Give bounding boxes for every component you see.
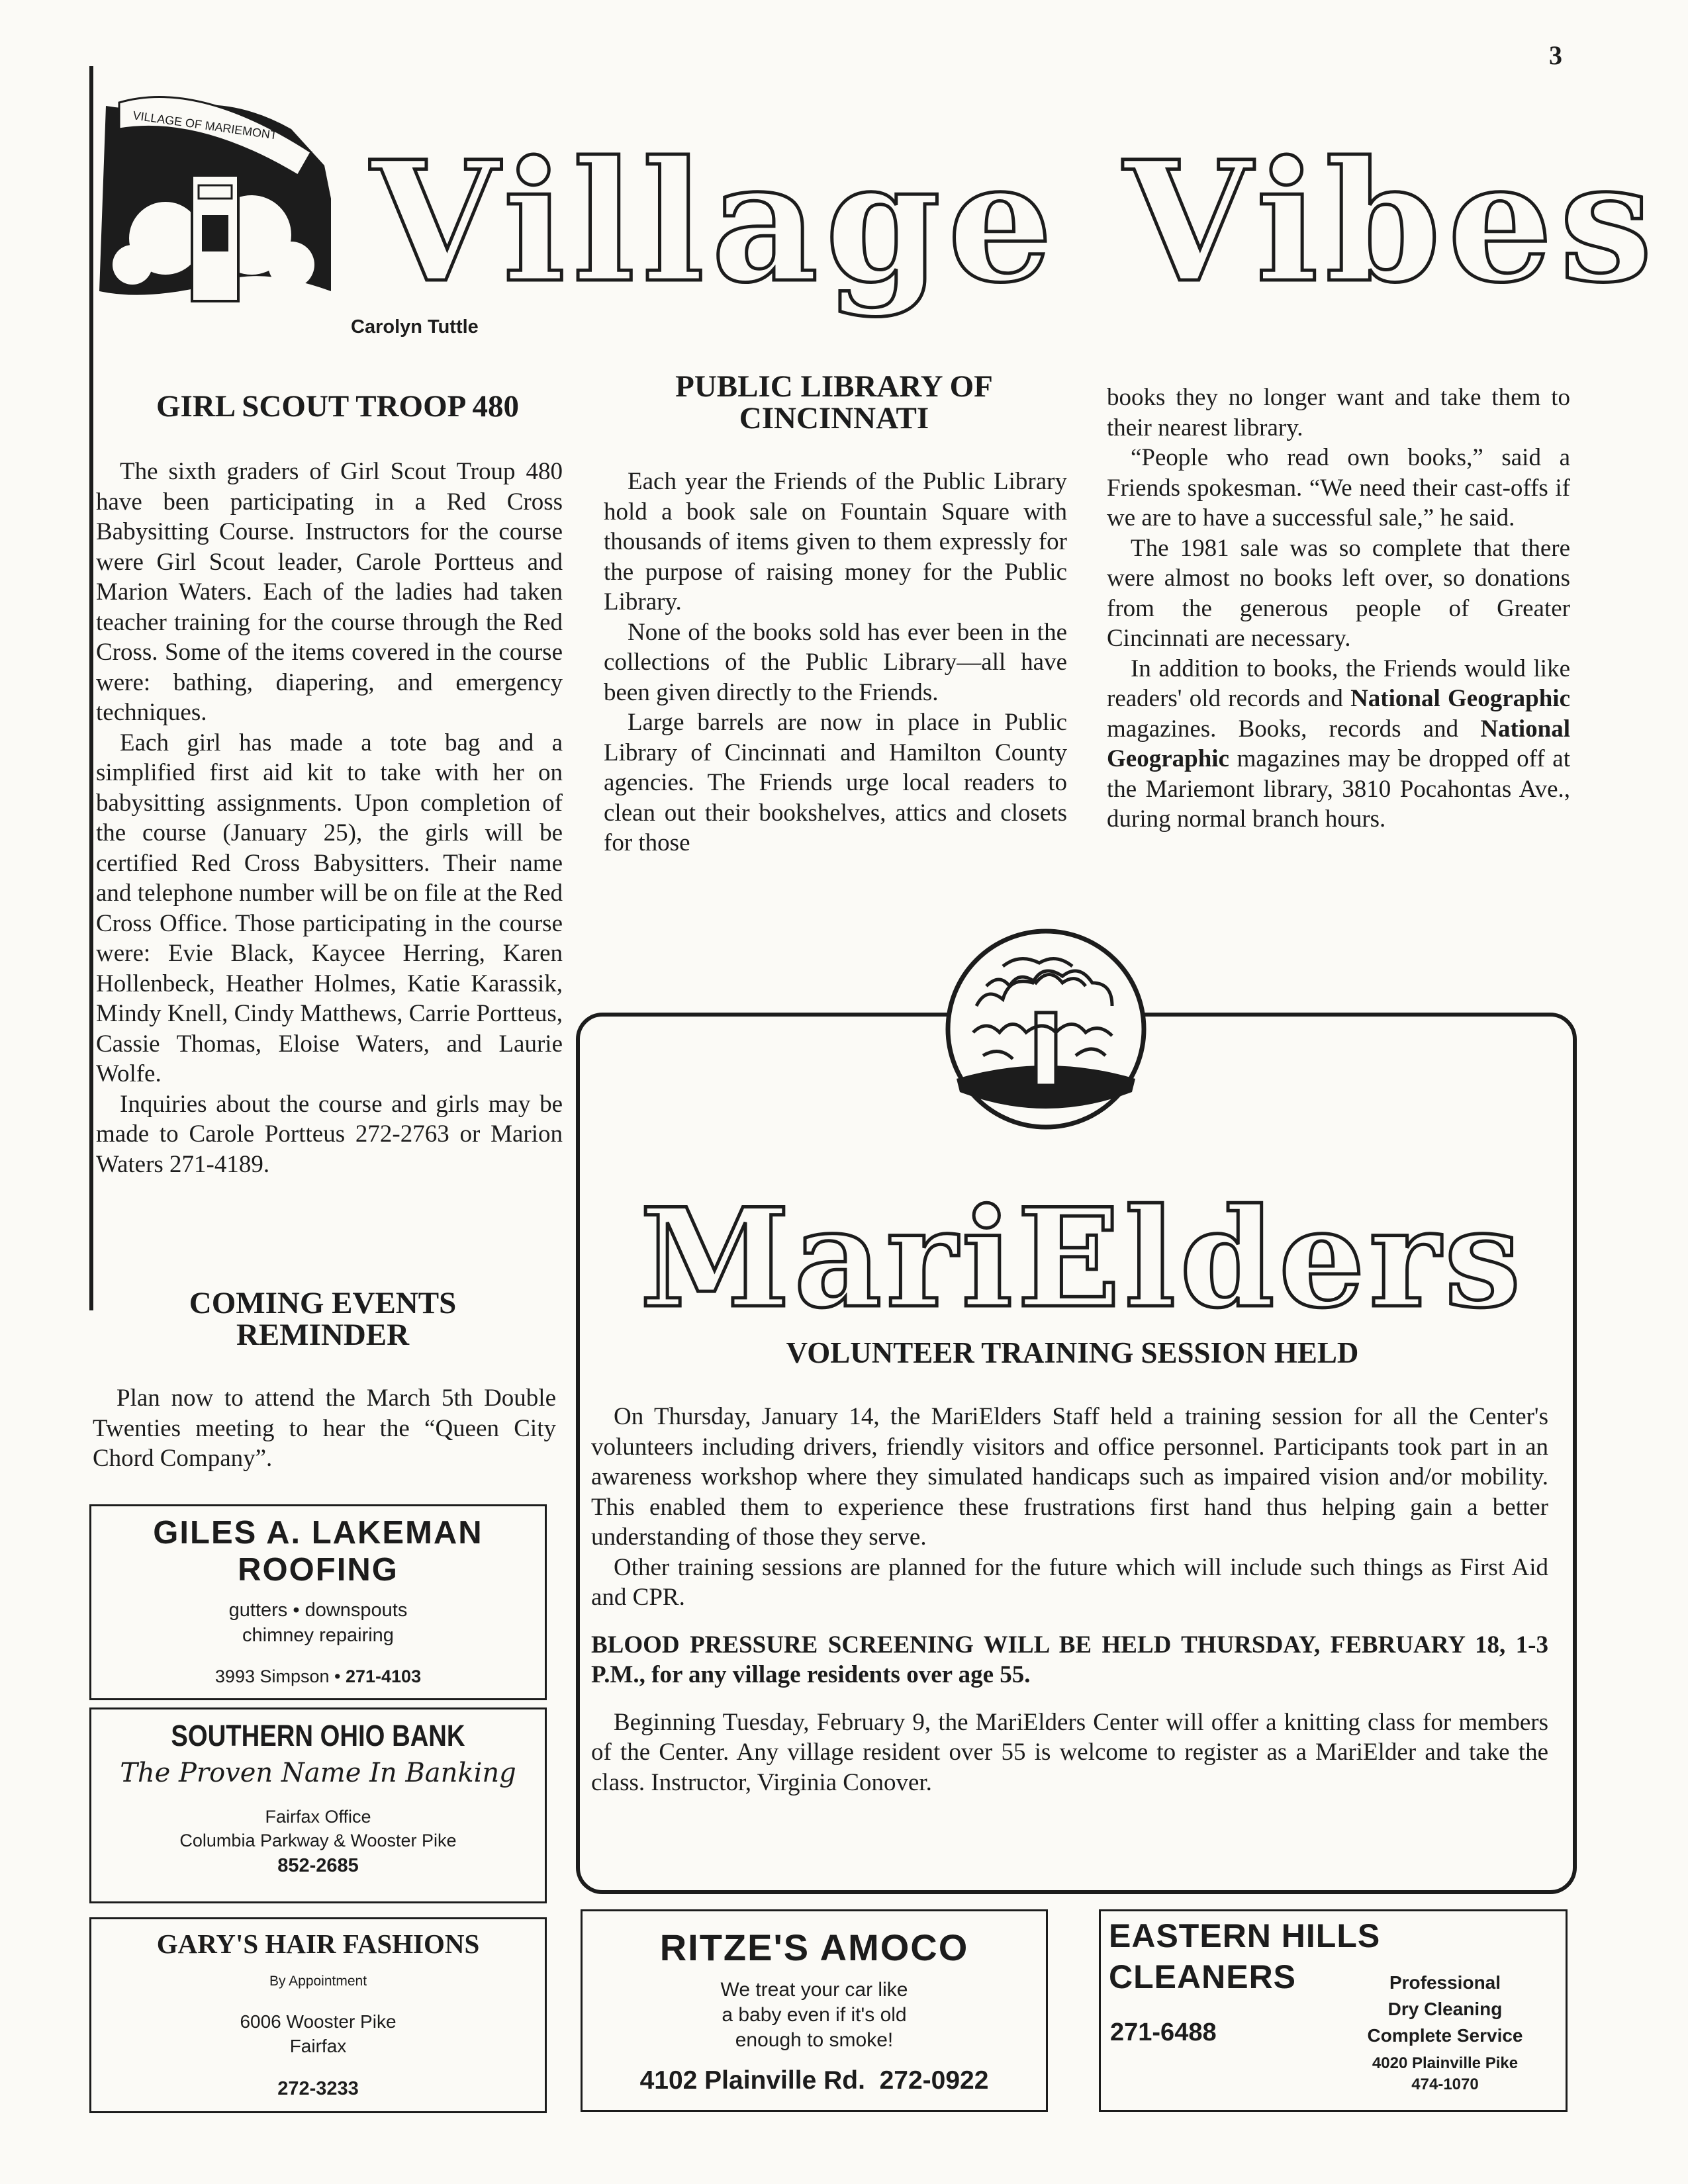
library-paragraph: None of the books sold has ever been in the collections of the Public Library—all have been given directly to the Friends. xyxy=(604,618,1067,706)
marielders-title: MariElders xyxy=(639,1179,1525,1338)
ad-office: Fairfax Office xyxy=(265,1807,371,1827)
ad-tagline: enough to smoke! xyxy=(735,2029,894,2051)
ad-address: Fairfax xyxy=(289,2036,347,2056)
ad-garys-hair-fashions xyxy=(89,1917,547,2113)
library-text: magazines. Books, records and xyxy=(1107,715,1481,743)
marielders-paragraph: On Thursday, January 14, the MariElders Staff held a training session for all the Center's volunteers including drivers, friendly visitors and office personnel. Participants took part in an awareness workshop where they simulated handicaps such as impaired vision and/or mobility. This enabled them to experience these frustrations first hand thus helping gain a better understanding of those they serve. xyxy=(591,1403,1548,1551)
ad-address: 3993 Simpson • xyxy=(214,1666,346,1686)
ad-phone: 271-4103 xyxy=(345,1666,422,1686)
ad-service: Complete Service xyxy=(1367,2025,1523,2046)
library-article-col2 xyxy=(1107,383,1570,835)
girl-scout-article xyxy=(96,457,563,1179)
library-paragraph: books they no longer want and take them to their nearest library. xyxy=(1107,384,1570,441)
ad-business-name: ROOFING xyxy=(238,1552,399,1588)
marielders-article xyxy=(591,1402,1548,1797)
ad-tagline: We treat your car like xyxy=(720,1979,908,2001)
magazine-name: National Geographic xyxy=(1350,685,1570,712)
ad-address: Columbia Parkway & Wooster Pike xyxy=(179,1831,457,1850)
ad-business-name: CLEANERS xyxy=(1109,1958,1297,1995)
ad-address: 6006 Wooster Pike xyxy=(240,2011,397,2032)
ad-note: By Appointment xyxy=(269,1974,367,1989)
library-paragraph: “People who read own books,” said a Friends spokesman. “We need their cast-offs if we are to have a successful sale,” he said. xyxy=(1107,444,1570,531)
masthead-title: Village Vibes xyxy=(371,124,1660,319)
library-article-col1 xyxy=(604,467,1067,858)
ad-business-name: RITZE'S AMOCO xyxy=(659,1927,969,1968)
ad-business-name: GILES A. LAKEMAN xyxy=(153,1515,483,1551)
library-heading: PUBLIC LIBRARY OF CINCINNATI xyxy=(675,369,993,435)
ad-business-name: SOUTHERN OHIO BANK xyxy=(171,1719,465,1752)
magazine-name: National Geographic xyxy=(1107,715,1570,772)
marielders-paragraph: Other training sessions are planned for the future which will include such things as First Aid and CPR. xyxy=(591,1553,1548,1611)
ad-phone: 271-6488 xyxy=(1110,2019,1217,2046)
girl-scout-heading: GIRL SCOUT TROOP 480 xyxy=(156,389,520,424)
ad-eastern-hills-cleaners xyxy=(1099,1909,1568,2112)
ad-business-name: GARY'S HAIR FASHIONS xyxy=(156,1929,480,1959)
ad-service: Professional xyxy=(1389,1972,1501,1993)
ad-phone: 272-3233 xyxy=(277,2078,359,2099)
ad-ritzes-amoco xyxy=(581,1909,1048,2112)
coming-events-text: Plan now to attend the March 5th Double Twenties meeting to hear the “Queen City Chord Company”. xyxy=(93,1385,556,1472)
logo-banner-text: VILLAGE OF MARIEMONT xyxy=(132,109,279,142)
library-paragraph: The 1981 sale was so complete that there were almost no books left over, so donations from the generous people of Greater Cincinnati are necessary. xyxy=(1107,534,1570,652)
ad-phone: 474-1070 xyxy=(1411,2075,1479,2093)
ad-slogan: The Proven Name In Banking xyxy=(120,1758,516,1788)
ad-address-phone: 4102 Plainville Rd. 272-0922 xyxy=(639,2066,989,2095)
tree-logo-icon xyxy=(943,927,1149,1132)
library-paragraph xyxy=(1107,654,1570,835)
ad-services: gutters • downspouts xyxy=(228,1600,408,1621)
ad-address-line xyxy=(91,1666,545,1687)
ad-service: Dry Cleaning xyxy=(1387,1999,1503,2019)
author-byline: Carolyn Tuttle xyxy=(351,316,479,338)
coming-events-heading: COMING EVENTS REMINDER xyxy=(189,1286,457,1352)
ad-services: chimney repairing xyxy=(242,1625,394,1646)
girl-scout-paragraph: Inquiries about the course and girls may be made to Carole Portteus 272-2763 or Marion Waters 271-4189. xyxy=(96,1090,563,1178)
ad-southern-ohio-bank xyxy=(89,1707,547,1903)
blood-pressure-notice: BLOOD PRESSURE SCREENING WILL BE HELD THURSDAY, FEBRUARY 18, 1-3 P.M., for any village residents over age 55. xyxy=(591,1631,1548,1688)
village-logo-icon xyxy=(93,66,344,324)
marielders-paragraph: Beginning Tuesday, February 9, the MariElders Center will offer a knitting class for members of the Center. Any village resident over 55 is welcome to register as a MariElder and take the class. Instructor, Virginia Conover. xyxy=(591,1708,1548,1796)
marielders-subheading: VOLUNTEER TRAINING SESSION HELD xyxy=(786,1336,1359,1369)
ad-services xyxy=(1336,1970,1554,2095)
page-number: 3 xyxy=(1549,40,1562,70)
ad-tagline: a baby even if it's old xyxy=(722,2004,907,2026)
library-paragraph: Large barrels are now in place in Public Library of Cincinnati and Hamilton County agencies. The Friends urge local readers to clean out their bookshelves, attics and closets for those xyxy=(604,709,1067,856)
library-text: magazines may be dropped off at the Mariemont library, 3810 Pocahontas Ave., during normal branch hours. xyxy=(1107,745,1570,833)
ad-lakeman-roofing xyxy=(89,1504,547,1700)
girl-scout-paragraph: Each girl has made a tote bag and a simplified first aid kit to take with her on babysitting assignments. Upon completion of the course (January 25), the girls will be certified Red Cross Babysitters. Their name and telephone number will be on file at the Red Cross Office. Those participating in the course were: Evie Black, Kaycee Herring, Karen Hollenbeck, Heather Holmes, Katie Karassik, Mindy Knell, Cindy Matthews, Carrie Portteus, Cassie Thomas, Eloise Waters, and Laurie Wolfe. xyxy=(96,729,563,1087)
ad-address: 4020 Plainville Pike xyxy=(1372,2054,1519,2072)
library-paragraph: Each year the Friends of the Public Library hold a book sale on Fountain Square with thousands of items given to them expressly for the purpose of raising money for the Public Library. xyxy=(604,468,1067,615)
coming-events-article xyxy=(93,1383,556,1474)
girl-scout-paragraph: The sixth graders of Girl Scout Troup 480 have been participating in a Red Cross Babysitting Course. Instructors for the course were Girl Scout leader, Carole Portteus and Marion Waters. Each of the ladies had taken teacher training for the course through the Red Cross. Some of the items covered in the course were: bathing, diapering, and emergency techniques. xyxy=(96,458,563,726)
library-text: In addition to books, the Friends would like readers' old records and xyxy=(1107,655,1570,712)
ad-phone: 852-2685 xyxy=(277,1855,359,1876)
ad-business-name: EASTERN HILLS xyxy=(1109,1917,1381,1954)
